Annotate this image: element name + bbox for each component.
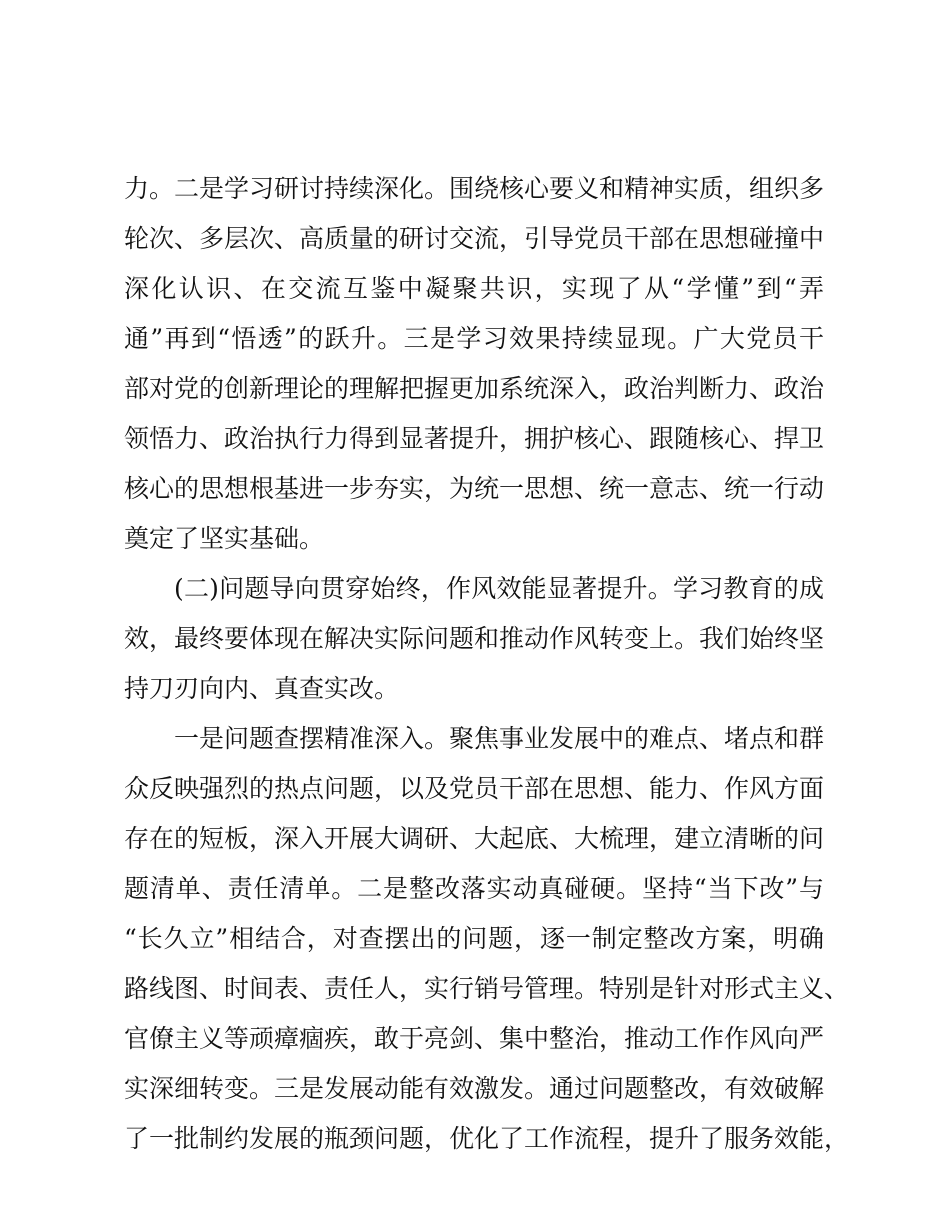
text-line: 领悟力、政治执行力得到显著提升，拥护核心、跟随核心、捍卫 [124, 424, 825, 453]
text-line: 持刀刃向内、真查实改。 [124, 674, 400, 703]
text-line: 一是问题查摆精准深入。聚焦事业发展中的难点、堵点和群 [174, 724, 825, 753]
document-body [124, 164, 850, 1164]
paragraph-3 [124, 714, 850, 1164]
text-line: 效，最终要体现在解决实际问题和推动作风转变上。我们始终坚 [124, 624, 825, 653]
text-line: 路线图、时间表、责任人，实行销号管理。特别是针对形式主义、 [124, 974, 850, 1003]
paragraph-2 [124, 564, 824, 714]
text-line: 官僚主义等顽瘴痼疾，敢于亮剑、集中整治，推动工作作风向严 [124, 1024, 825, 1053]
text-line: 存在的短板，深入开展大调研、大起底、大梳理，建立清晰的问 [124, 824, 825, 853]
text-line: “长久立”相结合，对查摆出的问题，逐一制定整改方案，明确 [124, 924, 824, 953]
text-line: 题清单、责任清单。二是整改落实动真碰硬。坚持“当下改”与 [124, 874, 824, 903]
text-line: 轮次、多层次、高质量的研讨交流，引导党员干部在思想碰撞中 [124, 224, 825, 253]
paragraph-1 [124, 164, 824, 564]
text-line: 核心的思想根基进一步夯实，为统一思想、统一意志、统一行动 [124, 474, 825, 503]
text-line: 通”再到“悟透”的跃升。三是学习效果持续显现。广大党员干 [124, 324, 824, 353]
text-line: 深化认识、在交流互鉴中凝聚共识，实现了从“学懂”到“弄 [124, 274, 824, 303]
text-line: 众反映强烈的热点问题，以及党员干部在思想、能力、作风方面 [124, 774, 825, 803]
text-line: 奠定了坚实基础。 [124, 524, 325, 553]
text-line: 了一批制约发展的瓶颈问题，优化了工作流程，提升了服务效能， [124, 1124, 850, 1153]
text-line: 实深细转变。三是发展动能有效激发。通过问题整改，有效破解 [124, 1074, 825, 1103]
text-line: 力。二是学习研讨持续深化。围绕核心要义和精神实质，组织多 [124, 174, 825, 203]
section-heading-line: (二)问题导向贯穿始终，作风效能显著提升。学习教育的成 [174, 574, 824, 603]
text-line: 部对党的创新理论的理解把握更加系统深入，政治判断力、政治 [124, 374, 825, 403]
